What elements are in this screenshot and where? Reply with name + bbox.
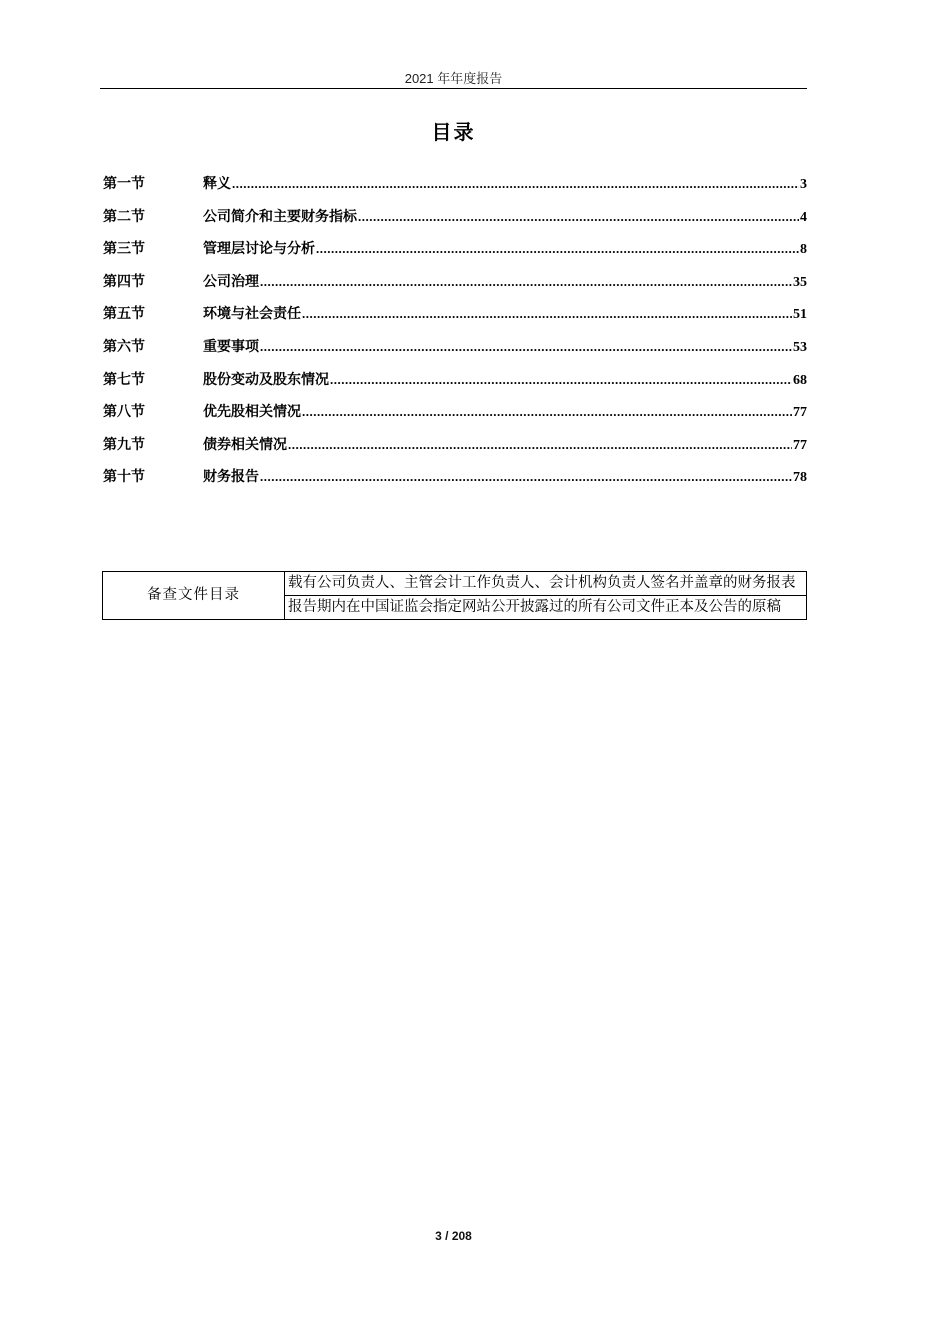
reference-document-item: 载有公司负责人、主管会计工作负责人、会计机构负责人签名并盖章的财务报表	[285, 572, 807, 596]
toc-section-title: 财务报告	[203, 469, 259, 486]
toc-section-number: 第四节	[103, 273, 145, 290]
toc-page-number: 35	[793, 274, 807, 290]
toc-page-number: 68	[793, 372, 807, 388]
toc-section-number: 第十节	[103, 469, 145, 486]
toc-page-number: 4	[800, 209, 807, 225]
toc-entry-4[interactable]	[103, 271, 807, 304]
toc-entry-8[interactable]	[103, 401, 807, 434]
toc-page-number: 77	[793, 405, 807, 421]
toc-leader-dots	[260, 339, 792, 355]
reference-document-item: 报告期内在中国证监会指定网站公开披露过的所有公司文件正本及公告的原稿	[285, 596, 807, 620]
toc-section-title: 债券相关情况	[203, 436, 287, 453]
page-header: 2021 年年度报告	[404, 71, 503, 86]
table-row	[103, 572, 807, 596]
toc-section-number: 第三节	[103, 241, 145, 258]
toc-entry-3[interactable]	[103, 238, 807, 271]
page-number-footer: 3 / 208	[435, 1229, 472, 1243]
toc-section-title: 释义	[203, 176, 231, 192]
toc-section-number: 第六节	[103, 338, 145, 355]
toc-section-title: 股份变动及股东情况	[203, 371, 329, 388]
toc-entry-5[interactable]	[103, 303, 807, 336]
toc-leader-dots	[302, 306, 792, 322]
toc-section-title: 管理层讨论与分析	[203, 241, 315, 258]
header-divider	[100, 88, 807, 89]
toc-leader-dots	[302, 404, 792, 420]
reference-documents-label: 备查文件目录	[103, 572, 285, 620]
toc-entry-7[interactable]	[103, 369, 807, 402]
toc-section-number: 第一节	[103, 176, 145, 192]
page-title: 目录	[431, 120, 476, 144]
toc-leader-dots	[330, 372, 792, 388]
toc-section-title: 公司简介和主要财务指标	[203, 208, 357, 225]
toc-page-number: 51	[793, 307, 807, 323]
toc-leader-dots	[260, 274, 792, 290]
toc-leader-dots	[260, 469, 792, 485]
toc-section-title: 优先股相关情况	[203, 404, 301, 421]
toc-section-number: 第二节	[103, 208, 145, 225]
toc-entry-10[interactable]	[103, 466, 807, 499]
reference-documents-table	[102, 571, 807, 620]
toc-leader-dots	[358, 209, 799, 225]
toc-section-number: 第九节	[103, 436, 145, 453]
toc-leader-dots	[232, 176, 799, 192]
toc-section-title: 重要事项	[203, 338, 259, 355]
toc-entry-9[interactable]	[103, 434, 807, 467]
toc-entry-1[interactable]	[103, 173, 807, 206]
toc-page-number: 53	[793, 339, 807, 355]
toc-section-title: 环境与社会责任	[203, 306, 301, 323]
toc-page-number: 77	[793, 437, 807, 453]
toc-section-title: 公司治理	[203, 273, 259, 290]
toc-section-number: 第七节	[103, 371, 145, 388]
toc-page-number: 3	[800, 177, 807, 192]
toc-entry-2[interactable]	[103, 206, 807, 239]
toc-section-number: 第五节	[103, 306, 145, 323]
toc-leader-dots	[288, 437, 792, 453]
toc-page-number: 8	[800, 242, 807, 258]
table-of-contents	[103, 173, 807, 499]
toc-section-number: 第八节	[103, 404, 145, 421]
toc-page-number: 78	[793, 470, 807, 486]
toc-entry-6[interactable]	[103, 336, 807, 369]
toc-leader-dots	[316, 241, 799, 257]
